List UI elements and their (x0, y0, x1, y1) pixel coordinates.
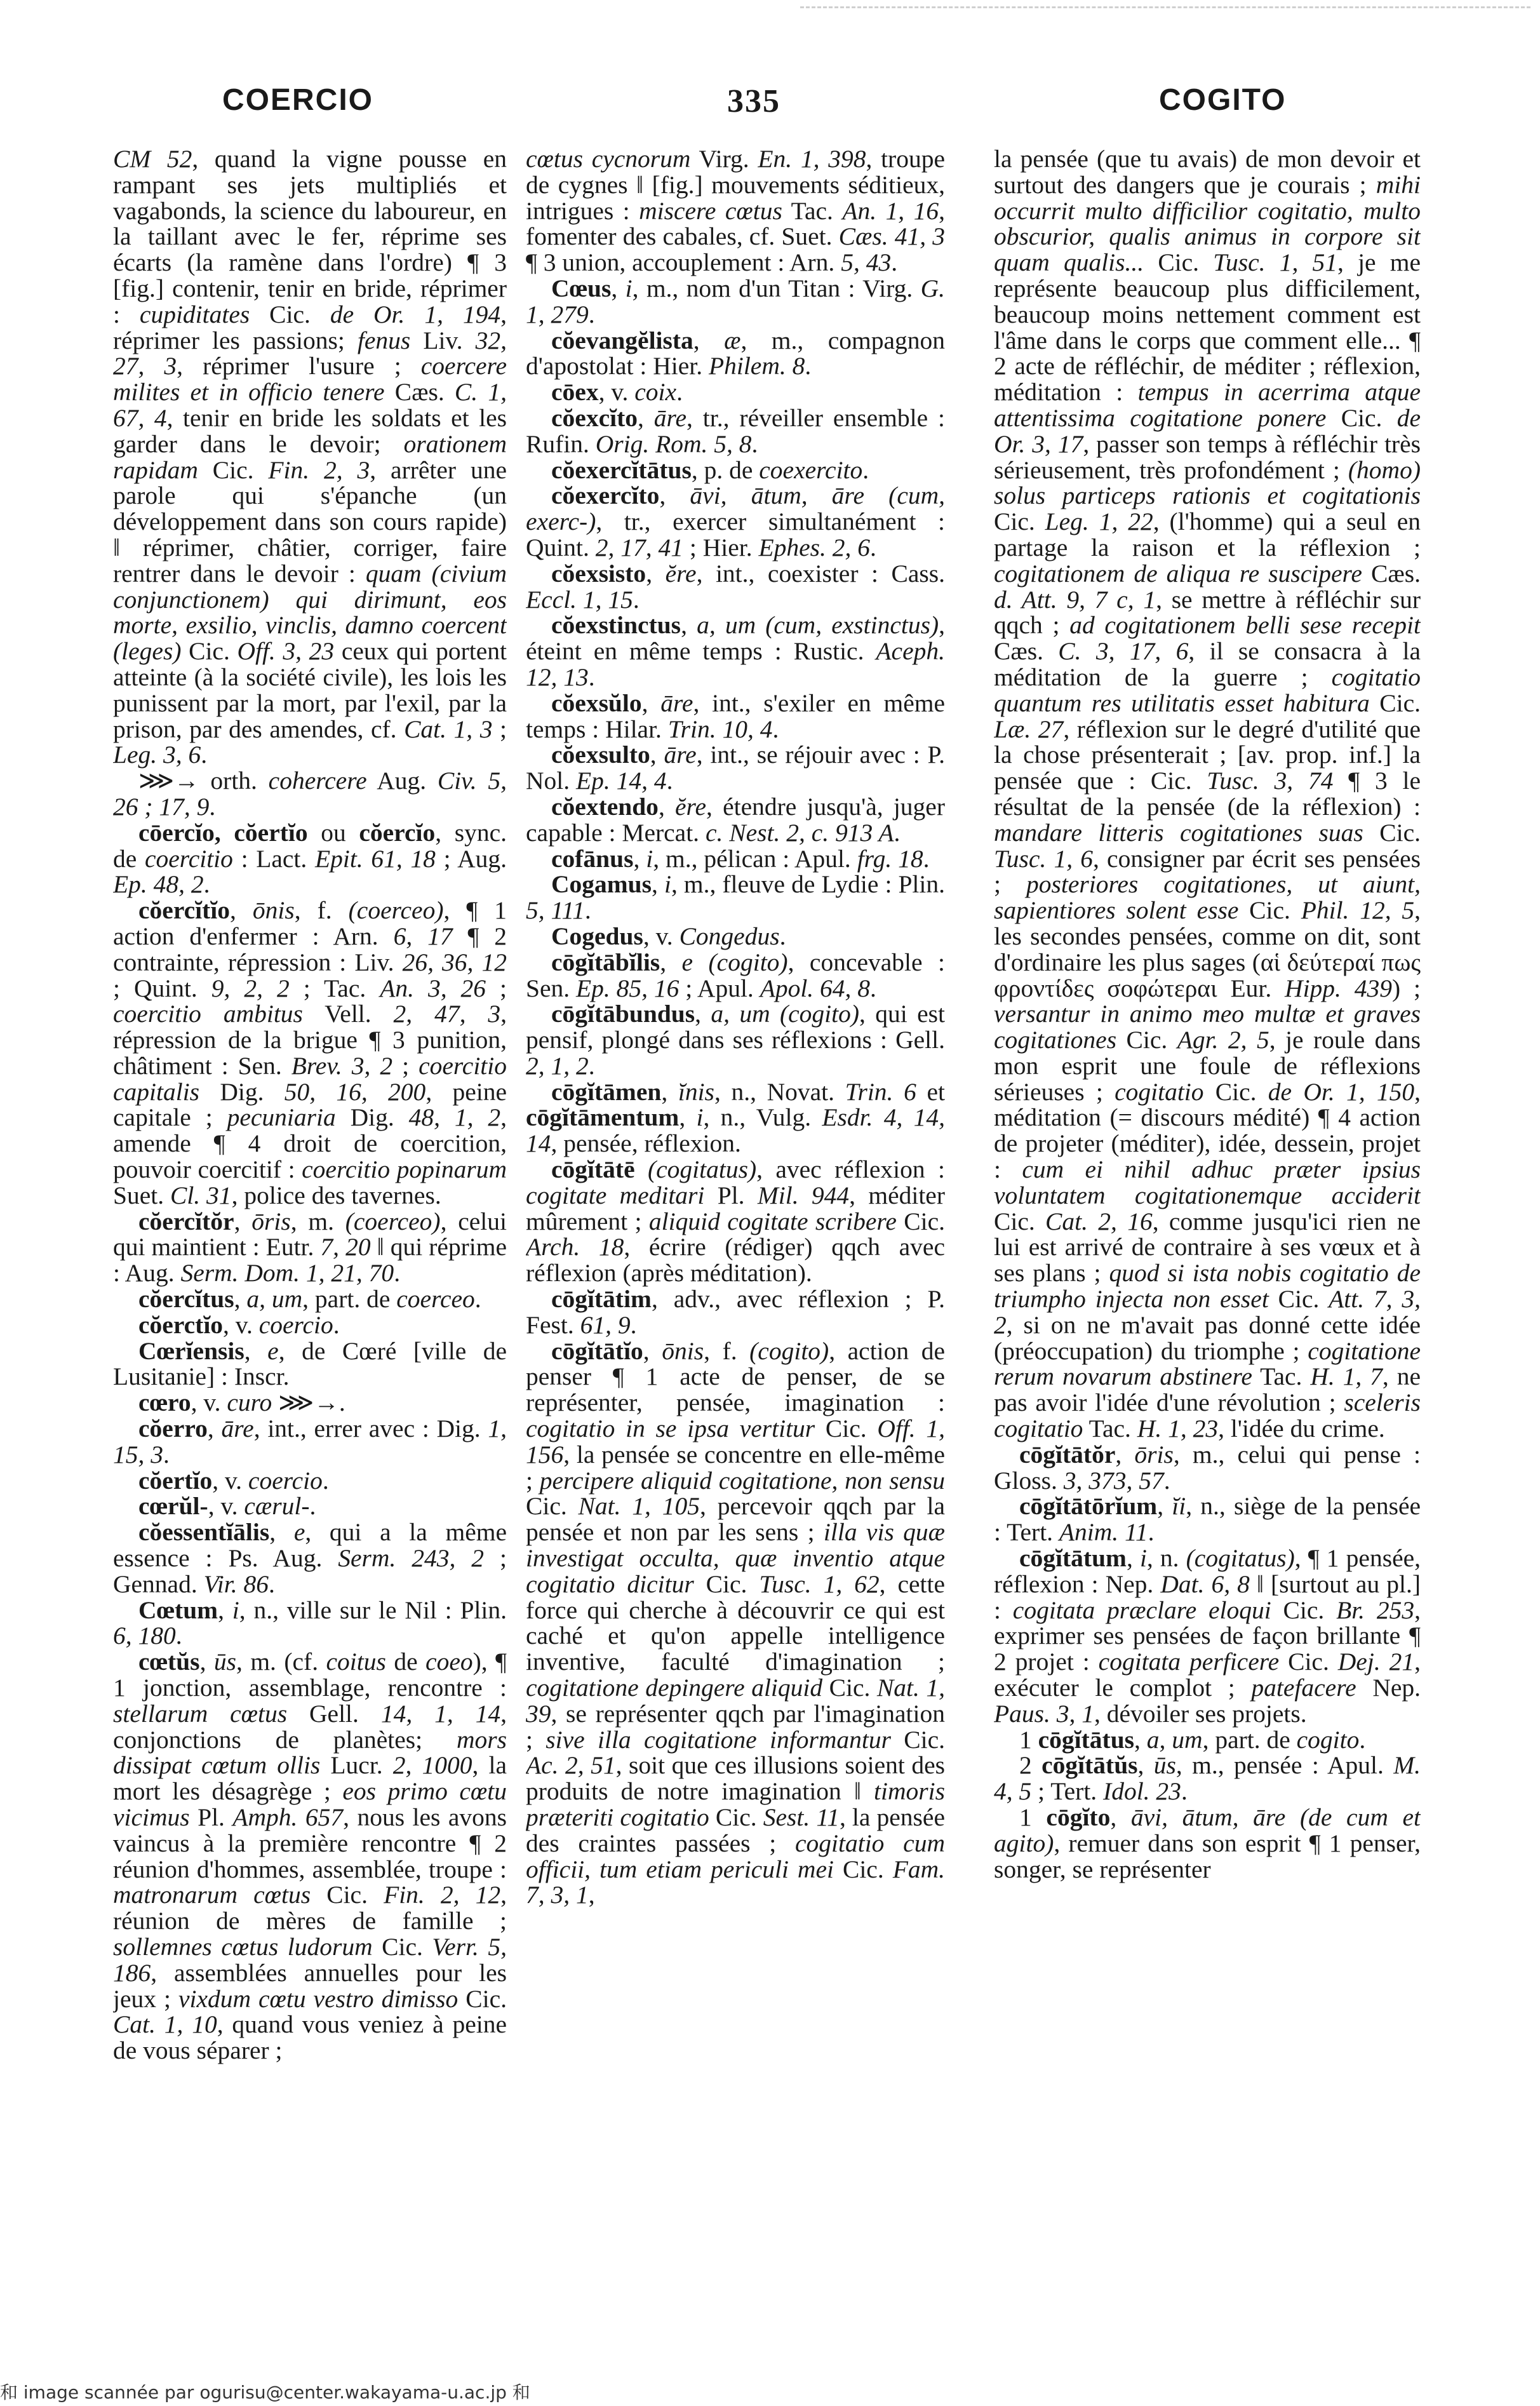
dictionary-entry: Cogedus, v. Congedus. (551, 922, 786, 950)
dictionary-entry: cōgĭtāmen, ĭnis, n., Novat. Trin. 6 et cōgĭtāmentum, i, n., Vulg. Esdr. 4, 14, 14, pensée, réflexion. (526, 1077, 945, 1158)
left-running-headword: COERCIO (222, 83, 374, 117)
dictionary-column-1 (113, 146, 507, 2356)
entry-continuation: la pensée (que tu avais) de mon devoir et surtout des dangers que je courais ; mihi occurrit multo difficilior cogitatio, multo obscurior, qualis animus in corpore sit quam qualis... Cic. Tusc. 1, 51, je me représente beaucoup plus difficilement, beaucoup moins nettement comment est l'âme dans le corps que comment elle... ¶ 2 acte de réfléchir, de méditer ; réflexion, méditation : tempus in acerrima atque attentissima cogitatione ponere Cic. de Or. 3, 17, passer son temps à réfléchir très sérieusement, très profondément ; (homo) solus particeps rationis et cogitationis Cic. Leg. 1, 22, (l'homme) qui a seul en partage la raison et la réflexion ; cogitationem de aliqua re suscipere Cæs. d. Att. 9, 7 c, 1, se mettre à réfléchir sur qqch ; ad cogitationem belli sese recepit Cæs. C. 3, 17, 6, il se consacra à la méditation de la guerre ; cogitatio quantum res utilitatis esset habitura Cic. Læ. 27, réflexion sur le degré d'utilité que la chose présenterait ; [av. prop. inf.] la pensée que : Cic. Tusc. 3, 74 ¶ 3 le résultat de la pensée (de la réflexion) : mandare litteris cogitationes suas Cic. Tusc. 1, 6, consigner par écrit ses pensées ; posteriores cogitationes, ut aiunt, sapientiores solent esse Cic. Phil. 12, 5, les secondes pensées, comme on dit, sont d'ordinaire les plus sages (αἱ δεύτεραί πως φροντίδες σοφώτεραι Eur. Hipp. 439) ; versantur in animo meo multæ et graves cogitationes Cic. Agr. 2, 5, je roule dans mon esprit une foule de réflexions sérieuses ; cogitatio Cic. de Or. 1, 150, méditation (= discours médité) ¶ 4 action de projeter (méditer), idée, dessein, projet : cum ei nihil adhuc præter ipsius voluntatem cogitationemque acciderit Cic. Cat. 2, 16, comme jusqu'ici rien ne lui est arrivé de contraire à ses vœux et à ses plans ; quod si ista nobis cogitatio de triumpho injecta non esset Cic. Att. 7, 3, 2, si on ne m'avait pas donné cette idée (préoccupation) du triomphe ; cogitatione rerum novarum abstinere Tac. H. 1, 7, ne pas avoir l'idée d'une révolution ; sceleris cogitatio Tac. H. 1, 23, l'idée du crime. (994, 146, 1421, 1443)
dictionary-entry: ⋙→ orth. cohercere Aug. Civ. 5, 26 ; 17, 9. (113, 767, 507, 821)
dictionary-entry: cŏerro, āre, int., errer avec : Dig. 1, 15, 3. (113, 1415, 507, 1468)
dictionary-entry: cōex, v. coix. (551, 378, 683, 407)
dictionary-entry: cŏexsŭlo, āre, int., s'exiler en même temps : Hilar. Trin. 10, 4. (526, 689, 945, 743)
dictionary-entry: Cœus, i, m., nom d'un Titan : Virg. G. 1, 279. (526, 274, 945, 328)
scan-credit-footer (0, 2379, 1540, 2404)
scan-credit-text: 和 image scannée par ogurisu@center.wakayama-u.ac.jp 和 (0, 2382, 530, 2403)
dictionary-entry: cofānus, i, m., pélican : Apul. frg. 18. (551, 844, 930, 873)
dictionary-entry: cŏexsulto, āre, int., se réjouir avec : P. Nol. Ep. 14, 4. (526, 741, 945, 795)
dictionary-entry: cōgĭtātŏr, ōris, m., celui qui pense : Gloss. 3, 373, 57. (994, 1440, 1421, 1495)
dictionary-entry: 2 cōgĭtātŭs, ūs, m., pensée : Apul. M. 4, 5 ; Tert. Idol. 23. (994, 1751, 1421, 1806)
dictionary-entry: cōgĭtātōrĭum, ĭi, n., siège de la pensée : Tert. Anim. 11. (994, 1492, 1421, 1547)
dictionary-entry: cŏexstinctus, a, um (cum, exstinctus), éteint en même temps : Rustic. Aceph. 12, 13. (526, 611, 945, 691)
entry-continuation: CM 52, quand la vigne pousse en rampant ses jets multipliés et vagabonds, la science du laboureur, en la taillant avec le fer, réprime ses écarts (la ramène dans l'ordre) ¶ 3 [fig.] contenir, tenir en bride, réprimer : cupiditates Cic. de Or. 1, 194, réprimer les passions; fenus Liv. 32, 27, 3, réprimer l'usure ; coercere milites et in officio tenere Cæs. C. 1, 67, 4, tenir en bride les soldats et les garder dans le devoir; orationem rapidam Cic. Fin. 2, 3, arrêter une parole qui s'épanche (un développement dans son cours rapide) ‖ réprimer, châtier, corriger, faire rentrer dans le devoir : quam (civium conjunctionem) qui dirimunt, eos morte, exsilio, vinclis, damno coercent (leges) Cic. Off. 3, 23 ceux qui portent atteinte (à la société civile), les lois les punissent par la mort, par l'exil, par la prison, par des amendes, cf. Cat. 1, 3 ; Leg. 3, 6. (113, 146, 507, 769)
page-header (0, 83, 1540, 140)
dictionary-entry: cŏexercĭto, āvi, ātum, āre (cum, exerc-), tr., exercer simultanément : Quint. 2, 17, 41 ; Hier. Ephes. 2, 6. (526, 481, 945, 561)
dictionary-entry: cōgĭtātē (cogitatus), avec réflexion : cogitate meditari Pl. Mil. 944, méditer mûrement ; aliquid cogitate scribere Cic. Arch. 18, écrire (rédiger) qqch avec réflexion (après méditation). (526, 1155, 945, 1287)
dictionary-column-3 (994, 146, 1421, 2356)
dictionary-entry: cŏexercĭtātus, p. de coexercito. (551, 455, 869, 484)
dictionary-entry: cŏercĭtus, a, um, part. de coerceo. (138, 1285, 481, 1314)
dictionary-entry: cœtŭs, ūs, m. (cf. coitus de coeo), ¶ 1 jonction, assemblage, rencontre : stellarum cœtus Gell. 14, 1, 14, conjonctions de planètes; mors dissipat cœtum ollis Lucr. 2, 1000, la mort les désagrège ; eos primo cœtu vicimus Pl. Amph. 657, nous les avons vaincus à la première rencontre ¶ 2 réunion d'hommes, assemblée, troupe : matronarum cœtus Cic. Fin. 2, 12, réunion de mères de famille ; sollemnes cœtus ludorum Cic. Verr. 5, 186, assemblées annuelles pour les jeux ; vixdum cœtu vestro dimisso Cic. Cat. 1, 10, quand vous veniez à peine de vous séparer ; (113, 1648, 507, 2065)
dictionary-entry: cōgĭtābĭlis, e (cogito), concevable : Sen. Ep. 85, 16 ; Apul. Apol. 64, 8. (526, 948, 945, 1002)
dictionary-entry: cŏexsisto, ĕre, int., coexister : Cass. Eccl. 1, 15. (526, 559, 945, 614)
dictionary-entry: cōercĭo, cŏertĭo ou cŏercĭo, sync. de coercitio : Lact. Epit. 61, 18 ; Aug. Ep. 48, 2. (113, 818, 507, 899)
dictionary-entry: 1 cōgĭto, āvi, ātum, āre (de cum et agito), remuer dans son esprit ¶ 1 penser, songer, se représenter (994, 1803, 1421, 1883)
dictionary-entry: 1 cōgĭtātus, a, um, part. de cogito. (1019, 1725, 1366, 1754)
dictionary-entry: Cœrĭensis, e, de Cœré [ville de Lusitanie] : Inscr. (113, 1336, 507, 1391)
dictionary-entry: cŏexcĭto, āre, tr., réveiller ensemble : Rufin. Orig. Rom. 5, 8. (526, 403, 945, 458)
dictionary-entry: cœro, v. curo ⋙→. (138, 1388, 345, 1417)
top-dashed-rule (800, 6, 1530, 8)
dictionary-entry: Cœtum, i, n., ville sur le Nil : Plin. 6, 180. (113, 1596, 507, 1650)
dictionary-entry: cōgĭtātum, i, n. (cogitatus), ¶ 1 pensée, réflexion : Nep. Dat. 6, 8 ‖ [surtout au pl.] : cogitata præclare eloqui Cic. Br. 253, exprimer ses pensées de façon brillante ¶ 2 projet : cogitata perficere Cic. Dej. 21, exécuter le complot ; patefacere Nep. Paus. 3, 1, dévoiler ses projets. (994, 1544, 1421, 1728)
dictionary-entry: cŏextendo, ĕre, étendre jusqu'à, juger capable : Mercat. c. Nest. 2, c. 913 A. (526, 792, 945, 847)
dictionary-column-2 (526, 146, 945, 2356)
dictionary-entry: cŏertĭo, v. coercio. (138, 1466, 329, 1495)
dictionary-entry: cōgĭtābundus, a, um (cogito), qui est pensif, plongé dans ses réflexions : Gell. 2, 1, 2. (526, 1000, 945, 1080)
dictionary-entry: cōgĭtātim, adv., avec réflexion ; P. Fest. 61, 9. (526, 1285, 945, 1339)
dictionary-entry: cœrŭl-, v. cærul-. (138, 1492, 316, 1521)
dictionary-entry: cŏessentĭālis, e, qui a la même essence : Ps. Aug. Serm. 243, 2 ; Gennad. Vir. 86. (113, 1518, 507, 1598)
right-running-headword: COGITO (1159, 83, 1287, 117)
dictionary-entry: cŏerctĭo, v. coercio. (138, 1310, 340, 1339)
page-number: 335 (727, 83, 780, 119)
dictionary-entry: cŏercĭtĭo, ōnis, f. (coerceo), ¶ 1 action d'enfermer : Arn. 6, 17 ¶ 2 contrainte, répression : Liv. 26, 36, 12 ; Quint. 9, 2, 2 ; Tac. An. 3, 26 ; coercitio ambitus Vell. 2, 47, 3, répression de la brigue ¶ 3 punition, châtiment : Sen. Brev. 3, 2 ; coercitio capitalis Dig. 50, 16, 200, peine capitale ; pecuniaria Dig. 48, 1, 2, amende ¶ 4 droit de coercition, pouvoir coercitif : coercitio popinarum Suet. Cl. 31, police des tavernes. (113, 896, 507, 1209)
dictionary-entry: cŏevangĕlista, æ, m., compagnon d'apostolat : Hier. Philem. 8. (526, 326, 945, 380)
dictionary-entry: cŏercĭtŏr, ōris, m. (coerceo), celui qui maintient : Eutr. 7, 20 ‖ qui réprime : Aug. Serm. Dom. 1, 21, 70. (113, 1207, 507, 1287)
entry-continuation: cœtus cycnorum Virg. En. 1, 398, troupe de cygnes ‖ [fig.] mouvements séditieux, intrigues : miscere cœtus Tac. An. 1, 16, fomenter des cabales, cf. Suet. Cæs. 41, 3 ¶ 3 union, accouplement : Arn. 5, 43. (526, 146, 945, 277)
dictionary-entry: Cogamus, i, m., fleuve de Lydie : Plin. 5, 111. (526, 870, 945, 925)
dictionary-entry: cōgĭtātĭo, ōnis, f. (cogito), action de penser ¶ 1 acte de penser, de se représenter, pensée, imagination : cogitatio in se ipsa vertitur Cic. Off. 1, 156, la pensée se concentre en elle-même ; percipere aliquid cogitatione, non sensu Cic. Nat. 1, 105, percevoir qqch par la pensée et non par les sens ; illa vis quæ investigat occulta, quæ inventio atque cogitatio dicitur Cic. Tusc. 1, 62, cette force qui cherche à découvrir ce qui est caché et qu'on appelle intelligence inventive, faculté d'imagination ; cogitatione depingere aliquid Cic. Nat. 1, 39, se représenter qqch par l'imagination ; sive illa cogitatione informantur Cic. Ac. 2, 51, soit que ces illusions soient des produits de notre imagination ‖ timoris præteriti cogitatio Cic. Sest. 11, la pensée des craintes passées ; cogitatio cum officii, tum etiam periculi mei Cic. Fam. 7, 3, 1, (526, 1336, 945, 1909)
